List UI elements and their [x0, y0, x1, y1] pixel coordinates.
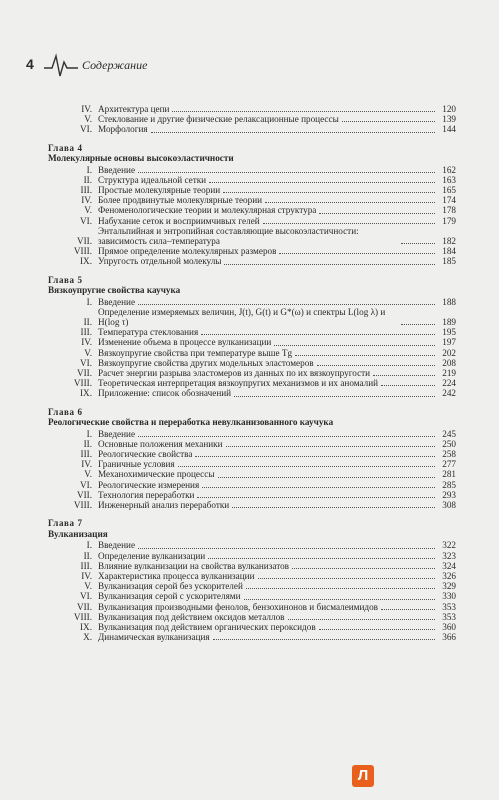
entry-page: 144 [442, 124, 456, 135]
entry-title: Температура стеклования [98, 327, 199, 338]
entry-title: Влияние вулканизации на свойства вулканизатов [98, 560, 290, 571]
entry-title: Граничные условия [98, 459, 175, 470]
entry-title: Стеклование и другие физические релаксационные процессы [98, 114, 339, 125]
dot-leader [265, 202, 435, 203]
entry-title: Реологические свойства [98, 449, 193, 460]
dot-leader [258, 578, 435, 579]
entry-number: III. [80, 327, 92, 338]
entry-number: VIII. [73, 246, 92, 257]
toc-entry [48, 581, 456, 591]
page-header [26, 52, 226, 80]
chapter-label: Глава 5 [48, 274, 83, 285]
entry-number: IX. [80, 256, 92, 267]
entry-number: IV. [81, 104, 92, 114]
entry-page: 195 [442, 327, 456, 338]
toc-entry [48, 348, 456, 358]
dot-leader [232, 507, 435, 508]
toc-entry [48, 378, 456, 388]
entry-title: Характеристика процесса вулканизации [98, 570, 255, 581]
entry-title: Архитектура цепи [98, 104, 170, 114]
toc-entry [48, 358, 456, 368]
entry-page: 322 [442, 540, 456, 551]
toc-entry [48, 490, 456, 500]
dot-leader [213, 639, 435, 640]
entry-page: 202 [442, 347, 456, 358]
dot-leader [246, 588, 435, 589]
entry-number: VI. [80, 124, 92, 135]
toc-entry [48, 307, 456, 327]
entry-page: 185 [442, 256, 456, 267]
chapter-section [48, 275, 456, 399]
entry-title: Инженерный анализ переработки [98, 500, 230, 511]
dot-leader [202, 487, 435, 488]
toc-entry [48, 612, 456, 622]
dot-leader [401, 324, 435, 325]
publisher-logo: Л [352, 765, 374, 787]
toc-entry [48, 571, 456, 581]
toc-entry [48, 561, 456, 571]
entry-number: IV. [81, 337, 92, 348]
toc-entry [48, 449, 456, 459]
entry-title: Упругость отдельной молекулы [98, 256, 222, 267]
chapter-title: Реологические свойства и переработка невулканизованного каучука [48, 417, 334, 428]
entry-page: 197 [442, 337, 456, 348]
entry-number: IX. [80, 621, 92, 632]
dot-leader [151, 132, 435, 133]
entry-title: Энтальпийная и энтропийная составляющие высокоэластичности: зависимость сила–температура [98, 225, 359, 247]
entry-page: 163 [442, 174, 456, 185]
toc-entry [48, 439, 456, 449]
entry-page: 258 [442, 449, 456, 460]
entry-page: 308 [442, 500, 456, 511]
toc-entry [48, 388, 456, 398]
dot-leader [172, 111, 435, 112]
page-number: 4 [26, 56, 34, 72]
toc-entry [48, 175, 456, 185]
entry-title: Определение вулканизации [98, 550, 206, 561]
toc-entry [48, 216, 456, 226]
entry-title: Введение [98, 296, 136, 307]
entry-number: VIII. [73, 611, 92, 622]
toc-entry [48, 327, 456, 337]
entry-number: III. [80, 185, 92, 196]
toc-entry [48, 246, 456, 256]
entry-page: 189 [442, 317, 456, 328]
entry-number: I. [86, 296, 92, 307]
dot-leader [244, 599, 435, 600]
entry-page: 366 [442, 632, 456, 643]
dot-leader [138, 172, 435, 173]
entry-title: Вязкоупругие свойства других модельных эластомеров [98, 357, 314, 368]
entry-number: VI. [80, 215, 92, 226]
entry-number: VI. [80, 357, 92, 368]
entry-number: I. [86, 428, 92, 439]
dot-leader [208, 558, 435, 559]
toc-entry [48, 591, 456, 601]
toc-entry [48, 165, 456, 175]
entry-page: 277 [442, 459, 456, 470]
chapter-label: Глава 7 [48, 518, 83, 529]
entry-title: Вулканизация под действием оксидов металлов [98, 611, 285, 622]
dot-leader [319, 629, 435, 630]
dot-leader [178, 466, 435, 467]
entry-title: Введение [98, 428, 136, 439]
toc-entry [48, 632, 456, 642]
entry-title: Реологические измерения [98, 479, 200, 490]
entry-page: 188 [442, 296, 456, 307]
entry-number: VII. [76, 601, 92, 612]
entry-title: Определение измеряемых величин, J(t), G(t) и G*(ω) и спектры L(log λ) и H(log τ) [98, 306, 386, 328]
entry-page: 330 [442, 591, 456, 602]
entry-title: Более продвинутые молекулярные теории [98, 195, 263, 206]
entry-number: V. [84, 347, 92, 358]
entry-page: 179 [442, 215, 456, 226]
entry-page: 208 [442, 357, 456, 368]
dot-leader [201, 334, 435, 335]
entry-number: VI. [80, 591, 92, 602]
entry-page: 139 [442, 114, 456, 125]
dot-leader [195, 456, 435, 457]
dot-leader [218, 477, 436, 478]
entry-number: I. [86, 540, 92, 551]
toc-entry [48, 226, 456, 246]
entry-title: Феноменологические теории и молекулярная структура [98, 205, 317, 216]
entry-number: X. [83, 632, 92, 643]
dot-leader [288, 619, 435, 620]
entry-page: 174 [442, 195, 456, 206]
dot-leader [279, 253, 435, 254]
entry-title: Введение [98, 164, 136, 175]
entry-page: 219 [442, 368, 456, 379]
entry-page: 250 [442, 438, 456, 449]
dot-leader [138, 304, 435, 305]
toc-entry [48, 185, 456, 195]
entry-title: Изменение объема в процессе вулканизации [98, 337, 272, 348]
dot-leader [317, 365, 435, 366]
entry-title: Теоретическая интерпретация вязкоупругих механизмов и их аномалий [98, 378, 379, 389]
dot-leader [274, 345, 435, 346]
chapter-title: Молекулярные основы высокоэластичности [48, 153, 234, 164]
entry-number: V. [84, 205, 92, 216]
toc-entry [48, 205, 456, 215]
entry-title: Технология переработки [98, 489, 195, 500]
entry-page: 323 [442, 550, 456, 561]
pulse-icon [44, 52, 78, 78]
entry-page: 353 [442, 601, 456, 612]
entry-title: Вулканизация под действием органических пероксидов [98, 621, 316, 632]
toc-entry [48, 297, 456, 307]
entry-page: 324 [442, 560, 456, 571]
entry-number: III. [80, 449, 92, 460]
entry-number: VII. [76, 236, 92, 247]
toc-entry [48, 429, 456, 439]
chapter-section [48, 143, 456, 267]
dot-leader [295, 355, 435, 356]
entry-number: IV. [81, 459, 92, 470]
entry-page: 360 [442, 621, 456, 632]
toc-entry [48, 622, 456, 632]
entry-page: 293 [442, 489, 456, 500]
dot-leader [401, 243, 435, 244]
toc-entry [48, 540, 456, 550]
entry-page: 245 [442, 428, 456, 439]
chapter-section [48, 407, 456, 511]
table-of-contents [48, 104, 456, 642]
entry-number: VI. [80, 479, 92, 490]
dot-leader [138, 436, 435, 437]
entry-number: VII. [76, 368, 92, 379]
entry-page: 178 [442, 205, 456, 216]
entry-title: Приложение: список обозначений [98, 388, 232, 399]
entry-number: IV. [81, 195, 92, 206]
dot-leader [292, 568, 435, 569]
entry-title: Прямое определение молекулярных размеров [98, 246, 277, 257]
running-title: Содержание [82, 58, 148, 72]
entry-title: Простые молекулярные теории [98, 185, 221, 196]
entry-page: 165 [442, 185, 456, 196]
entry-title: Основные положения механики [98, 438, 223, 449]
dot-leader [342, 121, 435, 122]
dot-leader [197, 497, 435, 498]
entry-page: 353 [442, 611, 456, 622]
dot-leader [319, 213, 435, 214]
chapter-title: Вязкоупругие свойства каучука [48, 285, 181, 296]
entry-title: Вулканизация производными фенолов, бензохинонов и бисмалеимидов [98, 601, 379, 612]
dot-leader [209, 182, 435, 183]
entry-number: II. [83, 550, 92, 561]
entry-number: II. [83, 174, 92, 185]
entry-page: 162 [442, 164, 456, 175]
entry-number: III. [80, 560, 92, 571]
dot-leader [373, 375, 435, 376]
dot-leader [138, 548, 435, 549]
toc-entry [48, 104, 456, 114]
entry-number: II. [83, 438, 92, 449]
entry-title: Вязкоупругие свойства при температуре выше Tg [98, 347, 293, 358]
entry-page: 242 [442, 388, 456, 399]
toc-entry [48, 459, 456, 469]
entry-number: V. [84, 581, 92, 592]
toc-entry [48, 551, 456, 561]
entry-number: VIII. [73, 500, 92, 511]
entry-page: 182 [442, 236, 456, 247]
dot-leader [234, 396, 435, 397]
entry-title: Введение [98, 540, 136, 551]
entry-page: 281 [442, 469, 456, 480]
toc-entry [48, 480, 456, 490]
entry-number: IV. [81, 570, 92, 581]
toc-entry [48, 500, 456, 510]
toc-entry [48, 195, 456, 205]
entry-page: 329 [442, 581, 456, 592]
entry-number: I. [86, 164, 92, 175]
dot-leader [381, 385, 435, 386]
entry-page: 120 [442, 104, 456, 114]
entry-number: IX. [80, 388, 92, 399]
dot-leader [226, 446, 435, 447]
entry-title: Расчет энергии разрыва эластомеров из данных по их вязкоупругости [98, 368, 371, 379]
entry-title: Вулканизация серой с ускорителями [98, 591, 241, 602]
toc-entry [48, 368, 456, 378]
toc-entry [48, 337, 456, 347]
entry-number: II. [83, 317, 92, 328]
entry-page: 224 [442, 378, 456, 389]
chapter-label: Глава 4 [48, 142, 83, 153]
chapter-title: Вулканизация [48, 528, 108, 539]
entry-number: VIII. [73, 378, 92, 389]
entry-title: Структура идеальной сетки [98, 174, 207, 185]
toc-entry [48, 256, 456, 266]
chapter-section [48, 518, 456, 642]
entry-number: V. [84, 114, 92, 125]
entry-title: Механохимические процессы [98, 469, 215, 480]
entry-page: 285 [442, 479, 456, 490]
toc-entry [48, 602, 456, 612]
entry-number: VII. [76, 489, 92, 500]
entry-page: 184 [442, 246, 456, 257]
entry-title: Динамическая вулканизация [98, 632, 210, 643]
dot-leader [381, 609, 435, 610]
dot-leader [263, 223, 435, 224]
chapter-label: Глава 6 [48, 406, 83, 417]
dot-leader [223, 192, 435, 193]
toc-entry [48, 124, 456, 134]
entry-title: Набухание сеток и восприимчивых гелей [98, 215, 260, 226]
entry-title: Вулканизация серой без ускорителей [98, 581, 243, 592]
toc-entry [48, 469, 456, 479]
entry-number: V. [84, 469, 92, 480]
toc-entry [48, 114, 456, 124]
dot-leader [224, 264, 435, 265]
entry-page: 326 [442, 570, 456, 581]
entry-title: Морфология [98, 124, 148, 135]
